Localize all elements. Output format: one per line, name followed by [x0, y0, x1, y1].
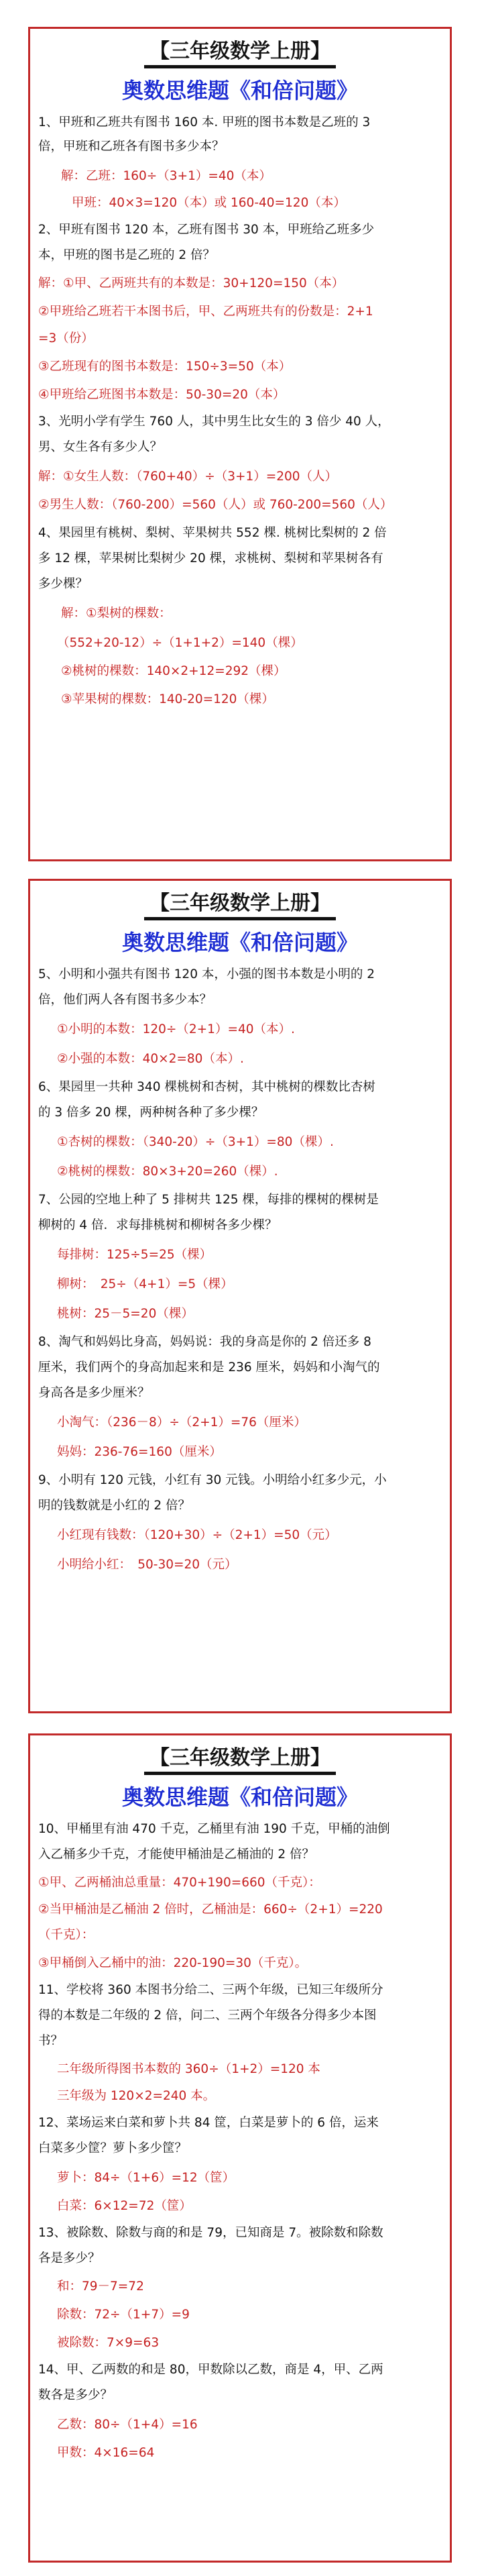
problem-3-text: 男、女生各有多少人？	[38, 440, 163, 454]
problem-11-text: 11、学校将 360 本图书分给二、三两个年级，已知三年级所分	[38, 1983, 383, 1997]
problem-1-text: 1、甲班和乙班共有图书 160 本. 甲班的图书本数是乙班的 3	[38, 115, 371, 129]
problem-14-text: 14、甲、乙两数的和是 80，甲数除以乙数，商是 4，甲、乙两	[38, 2363, 383, 2377]
problem-4-answer: ③苹果树的棵数：140-20=120（棵）	[61, 692, 274, 706]
problem-4-answer: ②桃树的棵数：140×2+12=292（棵）	[61, 664, 286, 678]
problem-8-text: 8、淘气和妈妈比身高，妈妈说：我的身高是你的 2 倍还多 8	[38, 1335, 371, 1349]
problem-4-text: 4、果园里有桃树、梨树、苹果树共 552 棵. 桃树比梨树的 2 倍	[38, 526, 387, 540]
problem-14-text: 数各是多少？	[38, 2388, 113, 2402]
problem-12-answer: 白菜：6×12=72（筐）	[57, 2199, 192, 2213]
problem-2-text: 2、甲班有图书 120 本，乙班有图书 30 本，甲班给乙班多少	[38, 223, 375, 237]
problem-6-answer: ①杏树的棵数：（340-20）÷（3+1）=80（棵）.	[57, 1135, 334, 1149]
problem-11-text: 书？	[38, 2034, 64, 2048]
problem-8-text: 身高各是多少厘米？	[38, 1386, 150, 1400]
problem-6-answer: ②桃树的棵数：80×3+20=260（棵）.	[57, 1165, 278, 1179]
problem-5-answer: ②小强的本数：40×2=80（本）.	[57, 1052, 244, 1066]
card-title: 【三年级数学上册】	[30, 38, 450, 70]
problem-card-3	[28, 1733, 452, 2563]
problem-8-text: 厘米，我们两个的身高加起来和是 236 厘米，妈妈和小淘气的	[38, 1360, 380, 1375]
card-subtitle: 奥数思维题《和倍问题》	[121, 1784, 358, 1810]
problem-10-answer: ③甲桶倒入乙桶中的油：220-190=30（千克）。	[38, 1956, 308, 1970]
problem-2-answer: 解：①甲、乙两班共有的本数是：30+120=150（本）	[38, 276, 345, 290]
card-title: 【三年级数学上册】	[30, 1745, 450, 1777]
problem-12-answer: 萝卜：84÷（1+6）=12（筐）	[57, 2171, 235, 2185]
problem-13-answer: 和：79－7=72	[57, 2279, 144, 2294]
problem-7-answer: 柳树： 25÷（4+1）=5（棵）	[57, 1277, 233, 1291]
problem-7-answer: 桃树：25－5=20（棵）	[57, 1307, 194, 1321]
card-subtitle: 奥数思维题《和倍问题》	[121, 78, 358, 103]
problem-7-text: 7、公园的空地上种了 5 排树共 125 棵，每排的棵树的棵树是	[38, 1193, 379, 1207]
problem-12-text: 12、菜场运来白菜和萝卜共 84 筐，白菜是萝卜的 6 倍，运来	[38, 2116, 379, 2130]
problem-card-1	[28, 27, 452, 861]
card-title: 【三年级数学上册】	[30, 890, 450, 922]
problem-4-text: 多少棵？	[38, 577, 88, 591]
problem-3-text: 3、光明小学有学生 760 人，其中男生比女生的 3 倍少 40 人，	[38, 415, 390, 429]
problem-3-answer: ②男生人数：（760-200）=560（人）或 760-200=560（人）	[38, 498, 393, 512]
problem-2-text: 本，甲班的图书是乙班的 2 倍？	[38, 248, 216, 262]
problem-2-answer: ③乙班现有的图书本数是：150÷3=50（本）	[38, 360, 292, 374]
problem-13-answer: 除数：72÷（1+7）=9	[57, 2308, 190, 2322]
problem-2-answer: ②甲班给乙班若干本图书后，甲、乙两班共有的份数是：2+1	[38, 305, 373, 319]
problem-11-answer: 三年级为 120×2=240 本。	[57, 2089, 216, 2103]
problem-10-answer: ②当甲桶油是乙桶油 2 倍时，乙桶油是：660÷（2+1）=220	[38, 1902, 383, 1917]
problem-10-answer: （千克）：	[38, 1928, 95, 1942]
problem-1-text: 倍，甲班和乙班各有图书多少本？	[38, 140, 225, 154]
problem-card-2	[28, 879, 452, 1713]
problem-13-answer: 被除数：7×9=63	[57, 2336, 160, 2350]
problem-11-text: 得的本数是二年级的 2 倍，问二、三两个年级各分得多少本图	[38, 2008, 377, 2023]
problem-13-text: 各是多少？	[38, 2251, 101, 2265]
problem-6-text: 的 3 倍多 20 棵，两种树各种了多少棵？	[38, 1106, 264, 1120]
problem-9-answer: 小明给小红： 50-30=20（元）	[57, 1558, 237, 1572]
problem-7-text: 柳树的 4 倍．求每排桃树和柳树各多少棵？	[38, 1218, 278, 1232]
problem-7-answer: 每排树：125÷5=25（棵）	[57, 1248, 213, 1262]
problem-4-answer: 解：①梨树的棵数：	[61, 606, 172, 621]
problem-9-text: 明的钱数就是小红的 2 倍？	[38, 1499, 191, 1513]
problem-13-text: 13、被除数、除数与商的和是 79，已知商是 7。被除数和除数	[38, 2226, 383, 2240]
problem-8-answer: 妈妈：236-76=160（厘米）	[57, 1445, 222, 1459]
problem-3-answer: 解：①女生人数：（760+40）÷（3+1）=200（人）	[38, 470, 338, 484]
problem-9-answer: 小红现有钱数：（120+30）÷（2+1）=50（元）	[57, 1528, 337, 1542]
problem-4-answer: （552+20-12）÷（1+1+2）=140（棵）	[57, 636, 303, 650]
problem-5-text: 倍，他们两人各有图书多少本？	[38, 993, 213, 1007]
problem-10-text: 入乙桶多少千克，才能使甲桶油是乙桶油的 2 倍？	[38, 1847, 315, 1862]
problem-2-answer: =3（份）	[38, 331, 94, 345]
problem-5-text: 5、小明和小强共有图书 120 本，小强的图书本数是小明的 2	[38, 967, 375, 981]
problem-6-text: 6、果园里一共种 340 棵桃树和杏树，其中桃树的棵数比杏树	[38, 1080, 375, 1094]
problem-11-answer: 二年级所得图书本数的 360÷（1+2）=120 本	[57, 2062, 320, 2076]
problem-10-answer: ①甲、乙两桶油总重量：470+190=660（千克）：	[38, 1876, 321, 1890]
problem-12-text: 白菜多少筐？萝卜多少筐？	[38, 2141, 188, 2155]
problem-4-text: 多 12 棵，苹果树比梨树少 20 棵，求桃树、梨树和苹果树各有	[38, 551, 383, 566]
problem-8-answer: 小淘气：（236－8）÷（2+1）=76（厘米）	[57, 1415, 306, 1430]
problem-10-text: 10、甲桶里有油 470 千克，乙桶里有油 190 千克，甲桶的油倒	[38, 1822, 390, 1836]
problem-14-answer: 甲数：4×16=64	[57, 2446, 155, 2460]
problem-1-answer: 解：乙班：160÷（3+1）=40（本）	[61, 169, 272, 183]
problem-1-answer: 甲班：40×3=120（本）或 160-40=120（本）	[72, 196, 346, 210]
problem-2-answer: ④甲班给乙班图书本数是：50-30=20（本）	[38, 388, 286, 402]
problem-5-answer: ①小明的本数：120÷（2+1）=40（本）.	[57, 1022, 295, 1036]
card-subtitle: 奥数思维题《和倍问题》	[121, 930, 358, 955]
problem-9-text: 9、小明有 120 元钱，小红有 30 元钱。小明给小红多少元，小	[38, 1473, 387, 1487]
problem-14-answer: 乙数：80÷（1+4）=16	[57, 2418, 198, 2432]
